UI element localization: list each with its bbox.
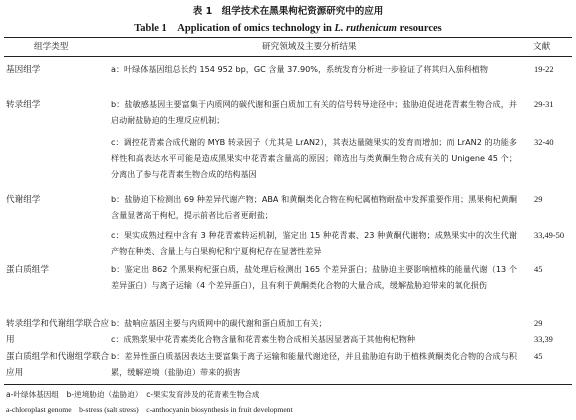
row-entry-ref: 45 [534,352,543,361]
row-entry-text: a：叶绿体基因组总长约 154 952 bp，GC 含量 37.90%，系统发育分析进一步验证了将其归入茄科植物 [111,64,488,74]
row-category: 代谢组学 [6,195,41,205]
bottom-rule [4,384,572,385]
caption-en-species: L. ruthenicum [334,23,397,34]
row-entry-ref: 33,39 [534,335,553,344]
row-entry-ref: 32-40 [534,138,554,147]
row-entry-ref: 19-22 [534,65,554,74]
row-entry-text: b：盐响应基因主要与内质网中的碳代谢和蛋白质加工有关； [111,318,327,328]
row-entry-text: c：果实成熟过程中含有 3 种花青素转运机制，鉴定出 15 种花青素、23 种黄酮代谢物；成熟果实中的次生代谢产物在种类、含量上与白果枸杞和宁夏枸杞存在显著性差异 [111,230,517,256]
row-entry-text: b：盐敏感基因主要富集于内质网的碳代谢和蛋白质加工有关的信号转导途径中；盐胁迫促进花青素生物合成，并启动耐盐胁迫的生理反应机制； [111,99,517,125]
header-research-field: 研究领域及主要分析结果 [262,42,357,52]
row-category: 基因组学 [6,65,41,75]
row-category: 蛋白质组学和代谢组学联合应用 [6,352,110,378]
header-references: 文献 [533,42,551,52]
row-entry-ref: 29 [534,319,543,328]
row-entry-text: c：调控花青素合成代谢的 MYB 转录因子（尤其是 LrAN2），其表达量随果实的发育而增加；而 LrAN2 的功能多样性和高表达水平可能是造成黑果实中花青素含量高的原因；筛选出与类黄酮生物合成有关的 Unigene 45 个；分离出了参与花青素生物合成的结构基因 [111,137,517,179]
row-entry-ref: 33,49-50 [534,231,565,240]
row-category: 蛋白质组学 [6,265,49,275]
row-entry-ref: 45 [534,265,543,274]
caption-en-prefix: Table 1 Application of omics technology in [134,23,335,34]
footnote-en: a-chloroplast genome b-stress (salt stress) c-anthocyanin biosynthesis in fruit development [6,405,293,414]
row-entry-text: b：差异性蛋白质基因表达主要富集于离子运输和能量代谢途径，并且盐胁迫有助于植株黄酮类化合物的合成与积累，缓解逆境（盐胁迫）带来的损害 [111,351,517,377]
row-entry-text: c：成熟浆果中花青素类化合物含量和花青素生物合成相关基因显著高于其他枸杞物种 [111,334,415,344]
caption-en-suffix: resources [396,23,442,34]
table-caption-zh: 表 1 组学技术在黑果枸杞资源研究中的应用 [192,6,384,17]
header-omics-type: 组学类型 [34,42,69,52]
top-rule [4,37,572,38]
row-category: 转录组学 [6,100,41,110]
row-entry-ref: 29 [534,195,543,204]
footnote-zh: a-叶绿体基因组 b-逆境胁迫（盐胁迫） c-果实发育涉及的花青素生物合成 [6,390,260,399]
row-entry-text: b：盐胁迫下检测出 69 种差异代谢产物；ABA 和黄酮类化合物在枸杞属植物耐盐中发挥重要作用；黑果枸杞黄酮含量显著高于枸杞，提示前者比后者更耐盐； [111,194,517,220]
table-caption-en [0,20,576,35]
row-entry-ref: 29-31 [534,100,554,109]
header-rule [4,56,572,57]
row-category: 转录组学和代谢组学联合应用 [6,319,110,345]
row-entry-text: b：鉴定出 862 个黑果枸杞蛋白质，盐处理后检测出 165 个差异蛋白；盐胁迫主要影响植株的能量代谢（13 个差异蛋白）与离子运输（4 个差异蛋白），且有利于黄酮类化合物的大量合成，缓解盐胁迫带来的氧化损伤 [111,264,517,290]
